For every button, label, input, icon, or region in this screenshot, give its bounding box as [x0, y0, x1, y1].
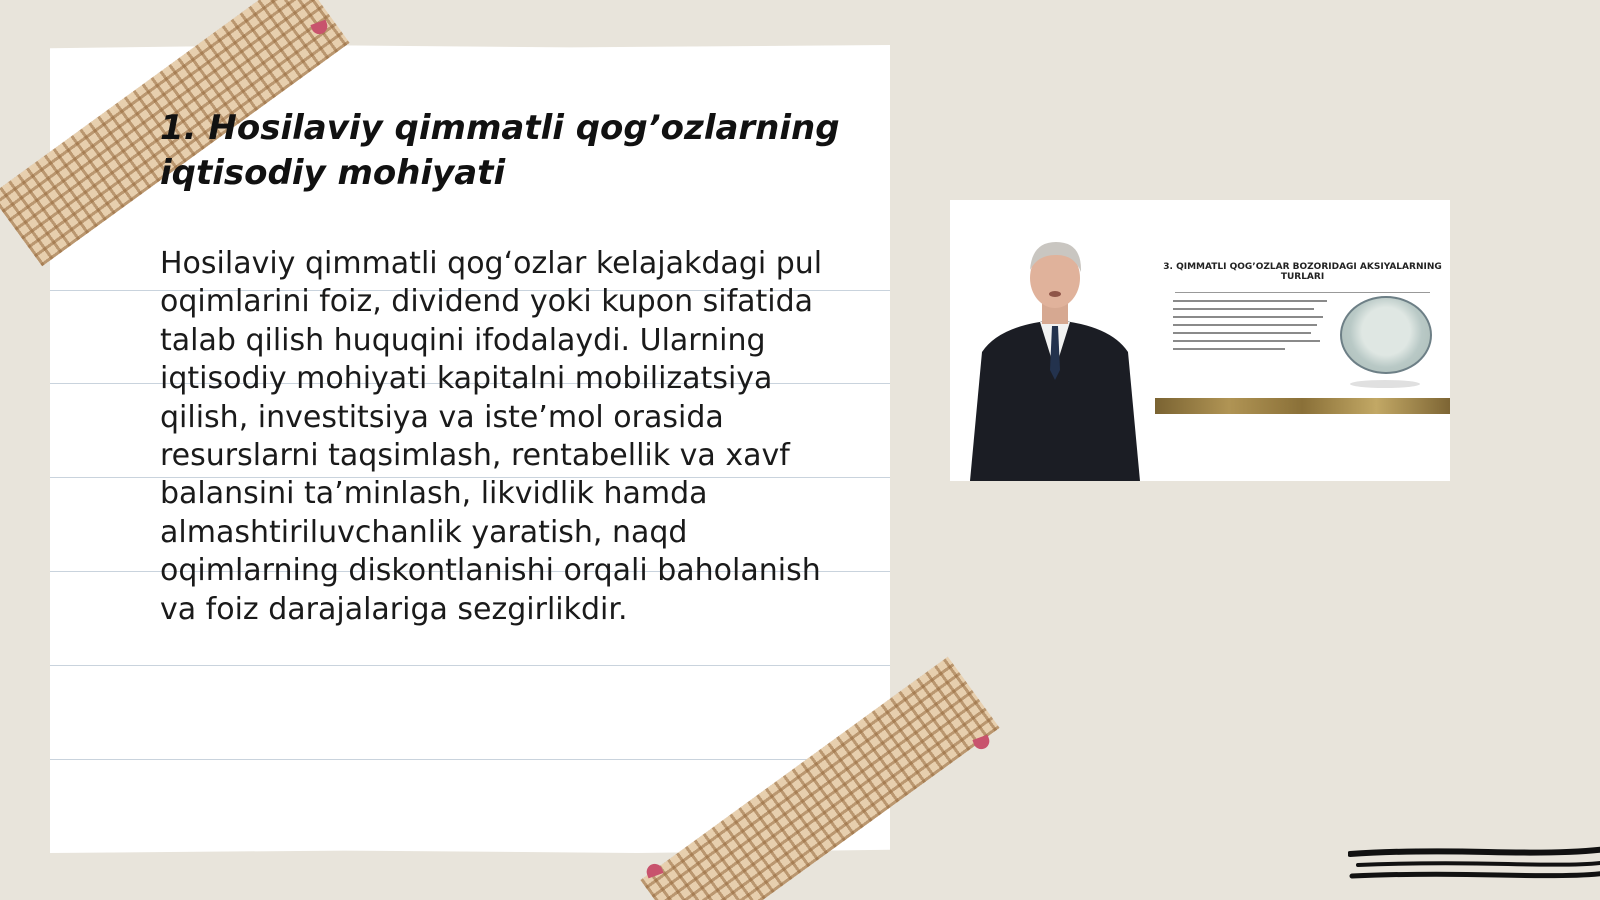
embedded-slide-title: 3. QIMMATLI QOG’OZLAR BOZORIDAGI AKSIYALARNING TURLARI: [1163, 262, 1442, 282]
slide-title: 1. Hosilaviy qimmatli qog’ozlarning iqtisodiy mohiyati: [160, 108, 840, 193]
brush-stroke-lines-icon: [1348, 840, 1600, 890]
coin-stack-illustration-icon: [1340, 296, 1432, 374]
paper-rule: [50, 665, 890, 666]
slide-body-text: Hosilaviy qimmatli qog‘ozlar kelajakdagi pul oqimlarini foiz, dividend yoki kupon sifatida talab qilish huquqini ifodalaydi. Ularning iqtisodiy mohiyati kapitalni mobilizatsiya qilish, investitsiya va iste’mol orasida resurslarni taqsimlash, rentabellik va xavf balansini ta’minlash, likvidlik hamda almashtiriluvchanlik yaratish, naqd oqimlarning diskontlanishi orqali baholanish va foiz darajalariga sezgirlikdir.: [160, 246, 823, 627]
embedded-slide-text-lines: [1173, 300, 1333, 356]
presenter-figure-icon: [960, 230, 1150, 481]
video-thumbnail[interactable]: [950, 200, 1450, 481]
embedded-slide-preview: [1155, 200, 1450, 481]
illustration-shadow: [1350, 380, 1420, 388]
embedded-slide-divider: [1175, 292, 1430, 293]
embedded-slide-wood-band: [1155, 398, 1450, 414]
paper-rule: [50, 759, 890, 760]
